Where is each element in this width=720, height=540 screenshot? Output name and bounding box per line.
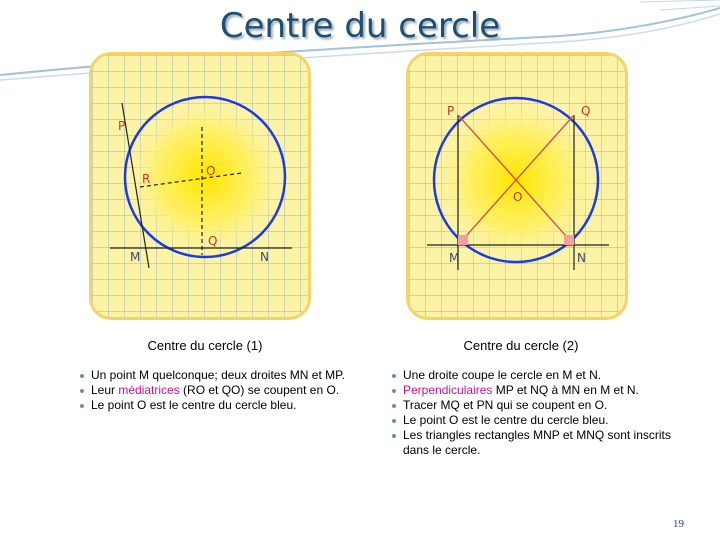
list-item: Perpendiculaires MP et NQ à MN en M et N. <box>392 383 672 398</box>
list-item: Le point O est le centre du cercle bleu. <box>80 398 360 413</box>
figure-2-panel <box>406 52 628 320</box>
list-item: Un point M quelconque; deux droites MN et MP. <box>80 368 360 383</box>
method-1-list <box>80 368 360 413</box>
figure-2-caption: Centre du cercle (2) <box>463 338 579 353</box>
highlight-term: Perpendiculaires <box>403 383 493 397</box>
label-P: P <box>118 119 126 133</box>
figure-2-drawing <box>409 55 625 317</box>
label-Q: Q <box>208 234 218 248</box>
figure-1-caption: Centre du cercle (1) <box>147 338 263 353</box>
highlight-term: médiatrices <box>118 383 180 397</box>
label-N: N <box>260 250 269 264</box>
label-N: N <box>577 251 586 265</box>
label-P: P <box>447 104 455 118</box>
method-2-list <box>392 368 672 458</box>
label-R: R <box>142 172 151 186</box>
label-M: M <box>130 250 141 264</box>
label-O: O <box>206 164 216 178</box>
list-item: Les triangles rectangles MNP et MNQ sont inscrits dans le cercle. <box>392 428 672 458</box>
figure-1-drawing <box>92 55 308 317</box>
list-item: Leur médiatrices (RO et QO) se coupent en O. <box>80 383 360 398</box>
page-title: Centre du cercle <box>219 6 501 46</box>
page-number: 19 <box>673 518 684 530</box>
label-O: O <box>513 190 523 204</box>
list-item: Tracer MQ et PN qui se coupent en O. <box>392 398 672 413</box>
label-Q: Q <box>581 104 591 118</box>
figure-1-panel <box>89 52 311 320</box>
list-item: Le point O est le centre du cercle bleu. <box>392 413 672 428</box>
label-M: M <box>449 251 460 265</box>
list-item: Une droite coupe le cercle en M et N. <box>392 368 672 383</box>
